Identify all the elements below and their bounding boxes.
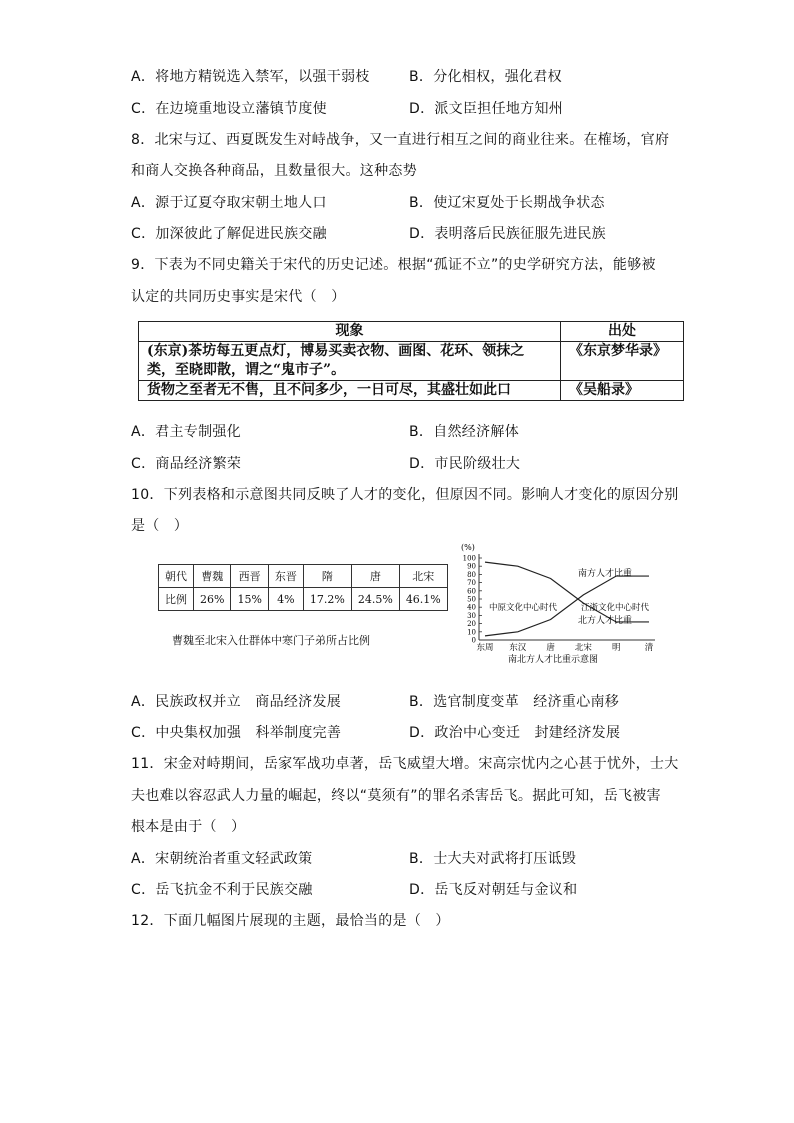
chart-annotation-jiangzhe: 江浙文化中心时代	[580, 603, 650, 613]
q10-row-1: 26%	[194, 588, 231, 611]
q10-row-0: 比例	[159, 588, 194, 611]
q10-stem-line1: 10．下列表格和示意图共同反映了人才的变化，但原因不同。影响人才变化的原因分别	[131, 487, 679, 503]
q11-option-a: A．宋朝统治者重文轻武政策	[131, 851, 313, 867]
chart-x-tick-label: 清	[644, 643, 654, 653]
chart-x-tick-label: 东汉	[509, 643, 527, 653]
q9-option-d: D．市民阶级壮大	[409, 456, 521, 472]
q11-stem-line3: 根本是由于（ ）	[131, 819, 246, 835]
q7-option-a: A．将地方精锐选入禁军，以强干弱枝	[131, 69, 370, 85]
q11-option-d: D．岳飞反对朝廷与金议和	[409, 882, 578, 898]
q10-row-5: 24.5%	[351, 588, 399, 611]
q10-talent-chart	[455, 540, 670, 670]
q10-head-6: 北宋	[399, 565, 447, 588]
chart-y-tick-label: 60	[467, 587, 476, 596]
chart-y-tick-label: 0	[471, 636, 476, 645]
q9-table-row1-source: 《东京梦华录》	[561, 342, 684, 381]
q10-stem-line2: 是（ ）	[131, 518, 189, 534]
q9-table-row1-phenomenon: (东京)茶坊每五更点灯，博易买卖衣物、画图、花环、领抹之类，至晓即散，谓之“鬼市子”。	[139, 342, 561, 381]
q10-option-b: B．选官制度变革 经济重心南移	[409, 694, 620, 710]
q11-option-b: B．士大夫对武将打压诋毁	[409, 851, 577, 867]
q10-head-0: 朝代	[159, 565, 194, 588]
q10-option-c: C．中央集权加强 科举制度完善	[131, 725, 342, 741]
chart-annotation-central-plains: 中原文化中心时代	[488, 603, 558, 613]
chart-x-tick-label: 北宋	[574, 643, 592, 653]
chart-y-tick-label: 90	[467, 562, 476, 571]
q9-stem-line2: 认定的共同历史事实是宋代（ ）	[131, 289, 346, 305]
chart-y-tick-label: 10	[467, 628, 476, 637]
q9-option-c: C．商品经济繁荣	[131, 456, 242, 472]
q10-head-5: 唐	[351, 565, 399, 588]
q10-head-2: 西晋	[231, 565, 268, 588]
q11-stem-line2: 夫也难以容忍武人力量的崛起，终以“莫须有”的罪名杀害岳飞。据此可知，岳飞被害	[131, 788, 661, 804]
chart-y-tick-label: 20	[467, 620, 476, 629]
q10-figure	[150, 540, 670, 670]
q11-stem-line1: 11．宋金对峙期间，岳家军战功卓著，岳飞威望大增。宋高宗忧内之心甚于忧外，士大	[131, 756, 679, 772]
q10-ratio-table	[158, 564, 448, 611]
q8-option-b: B．使辽宋夏处于长期战争状态	[409, 195, 605, 211]
q10-row-3: 4%	[268, 588, 303, 611]
q10-row-6: 46.1%	[399, 588, 447, 611]
q8-stem-line2: 和商人交换各种商品，且数量很大。这种态势	[131, 163, 417, 179]
chart-y-tick-label: 70	[467, 579, 476, 588]
q10-head-3: 东晋	[268, 565, 303, 588]
q9-table-header-source: 出处	[561, 322, 684, 342]
chart-y-tick-label: 30	[467, 611, 476, 620]
q7-option-c: C．在边境重地设立藩镇节度使	[131, 101, 327, 117]
q8-stem-line1: 8．北宋与辽、西夏既发生对峙战争，又一直进行相互之间的商业往来。在榷场，官府	[131, 132, 670, 148]
chart-y-tick-label: 50	[467, 595, 476, 604]
chart-title: 南北方人才比重示意图	[507, 655, 599, 665]
chart-y-tick-label: 100	[462, 554, 476, 563]
chart-x-tick-label: 东周	[476, 643, 494, 653]
q7-option-b: B．分化相权，强化君权	[409, 69, 562, 85]
q10-row-2: 15%	[231, 588, 268, 611]
q9-stem-line1: 9．下表为不同史籍关于宋代的历史记述。根据“孤证不立”的史学研究方法，能够被	[131, 257, 656, 273]
q10-option-d: D．政治中心变迁 封建经济发展	[409, 725, 621, 741]
q10-row-4: 17.2%	[303, 588, 351, 611]
q10-option-a: A．民族政权并立 商品经济发展	[131, 694, 342, 710]
q10-head-4: 隋	[303, 565, 351, 588]
q8-option-a: A．源于辽夏夺取宋朝土地人口	[131, 195, 327, 211]
q9-table-header-phenomenon: 现象	[139, 322, 561, 342]
q10-table-caption: 曹魏至北宋入仕群体中寒门子弟所占比例	[172, 634, 370, 647]
q12-stem-line1: 12．下面几幅图片展现的主题，最恰当的是（ ）	[131, 913, 450, 929]
q11-option-c: C．岳飞抗金不利于民族交融	[131, 882, 313, 898]
q9-option-b: B．自然经济解体	[409, 424, 520, 440]
chart-series-label-south: 南方人才比重	[577, 569, 633, 579]
chart-y-tick-label: 80	[467, 570, 476, 579]
q9-source-table	[138, 321, 684, 401]
q7-option-d: D．派文臣担任地方知州	[409, 101, 564, 117]
q9-table-row2-phenomenon: 货物之至者无不售，且不问多少，一日可尽，其盛壮如此口	[139, 381, 561, 401]
chart-x-tick-label: 唐	[546, 643, 555, 653]
chart-y-tick-label: 40	[467, 603, 476, 612]
q8-option-c: C．加深彼此了解促进民族交融	[131, 226, 327, 242]
q9-option-a: A．君主专制强化	[131, 424, 241, 440]
chart-x-tick-label: 明	[611, 643, 621, 653]
q10-head-1: 曹魏	[194, 565, 231, 588]
q8-option-d: D．表明落后民族征服先进民族	[409, 226, 606, 242]
chart-series-label-north: 北方人才比重	[577, 616, 633, 626]
q9-table-row2-source: 《吴船录》	[561, 381, 684, 401]
chart-y-unit: (%)	[461, 543, 475, 552]
